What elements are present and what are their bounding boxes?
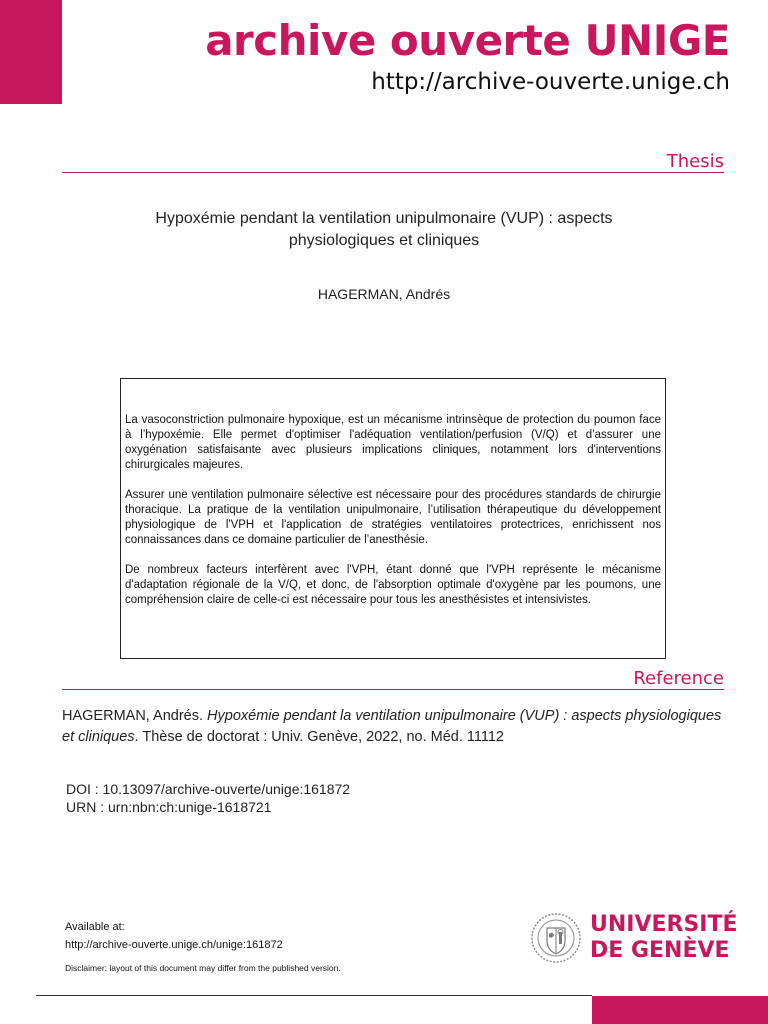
reference-details: . Thèse de doctorat : Univ. Genève, 2022, no. Méd. 11112 <box>134 729 504 745</box>
brand-color-block <box>0 0 62 104</box>
available-label: Available at: <box>65 921 125 933</box>
archive-name: archive ouverte UNIGE <box>205 16 730 65</box>
availability <box>65 918 283 954</box>
reference-divider <box>62 689 724 690</box>
footer-color-block <box>592 996 768 1024</box>
urn-identifier: URN : urn:nbn:ch:unige-1618721 <box>66 799 272 815</box>
reference-section-label: Reference <box>633 668 724 689</box>
document-title-line2: physiologiques et cliniques <box>288 232 480 249</box>
identifiers <box>66 780 350 816</box>
document-title-line1: Hypoxémie pendant la ventilation unipulmonaire (VUP) : aspects <box>155 210 613 227</box>
university-logo-text <box>590 912 738 964</box>
document-author: HAGERMAN, Andrés <box>317 286 451 302</box>
abstract-paragraph: De nombreux facteurs interfèrent avec l'VPH, étant donné que l'VPH représente le mécanisme d'adaptation régionale de la V/Q, et donc, de l'absorption optimale d'oxygène par les poumons, une compréhension claire de celle-ci est nécessaire pour tous les anesthésistes et intensivistes. <box>125 564 661 606</box>
available-url[interactable]: http://archive-ouverte.unige.ch/unige:161872 <box>65 939 283 951</box>
thesis-section-label: Thesis <box>666 151 724 172</box>
reference-citation <box>62 706 730 748</box>
reference-author: HAGERMAN, Andrés. <box>62 708 204 724</box>
disclaimer: Disclaimer: layout of this document may differ from the published version. <box>65 963 341 973</box>
archive-url[interactable]: http://archive-ouverte.unige.ch <box>371 69 730 95</box>
reference-title: Hypoxémie pendant la ventilation unipulmonaire (VUP) : aspects physiologiques et cliniques <box>62 708 722 745</box>
university-seal-icon <box>530 912 582 964</box>
abstract-paragraph: Assurer une ventilation pulmonaire sélective est nécessaire pour des procédures standards de chirurgie thoracique. La pratique de la ventilation unipulmonaire, l’utilisation thérapeutique du développement physiologique de l'VPH et l'application de stratégies ventilatoires protectrices, enrichissent nos connaissances dans ce domaine particulier de l’anesthésie. <box>125 489 661 546</box>
abstract-paragraph: La vasoconstriction pulmonaire hypoxique, est un mécanisme intrinsèque de protection du poumon face à l’hypoxémie. Elle permet d'optimiser l'adéquation ventilation/perfusion (V/Q) et d’assurer une oxygénation satisfaisante avec plusieurs implications cliniques, notamment lors d'interventions chirurgicales majeures. <box>125 414 661 471</box>
university-line1: UNIVERSITÉ <box>590 912 738 937</box>
abstract-box <box>120 378 666 659</box>
university-line2: DE GENÈVE <box>590 938 730 963</box>
document-title <box>100 208 668 252</box>
footer-divider <box>36 995 592 996</box>
thesis-divider <box>62 172 724 173</box>
doi-identifier[interactable]: DOI : 10.13097/archive-ouverte/unige:161872 <box>66 781 351 797</box>
